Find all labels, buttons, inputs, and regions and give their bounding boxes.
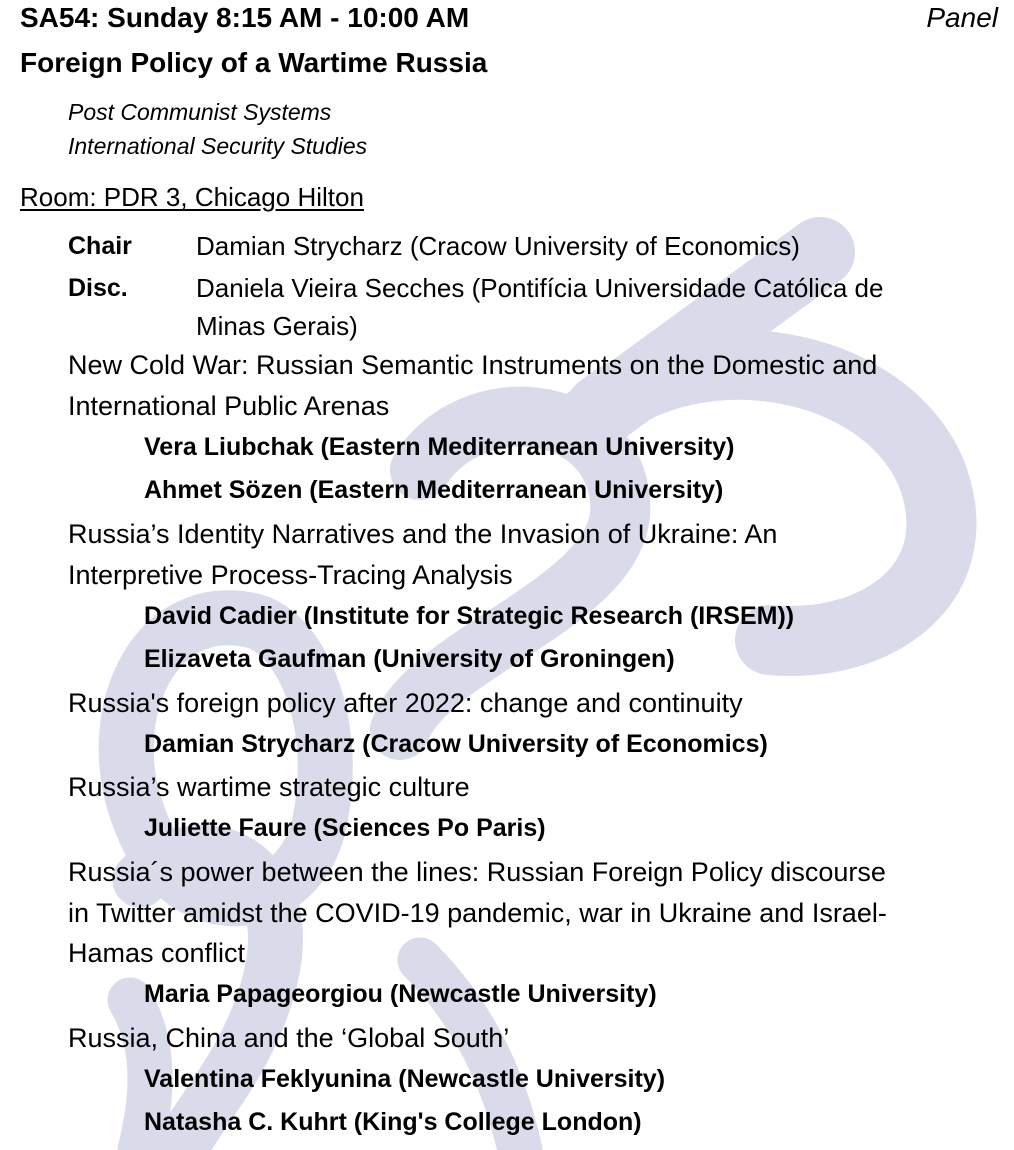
session-title: Foreign Policy of a Wartime Russia <box>20 47 488 78</box>
paper-author: Valentina Feklyunina (Newcastle University) <box>144 1065 666 1093</box>
paper-title: Russia, China and the ‘Global South’ <box>68 1023 510 1053</box>
paper-author: Elizaveta Gaufman (University of Groningen) <box>144 645 675 673</box>
discussant-label: Disc. <box>68 274 128 302</box>
section-topic: Post Communist Systems <box>68 99 332 125</box>
paper-title: International Public Arenas <box>68 391 390 421</box>
paper-author: Juliette Faure (Sciences Po Paris) <box>144 814 546 842</box>
room-location: Room: PDR 3, Chicago Hilton <box>20 182 364 212</box>
paper-title: Russia's foreign policy after 2022: change and continuity <box>68 688 743 718</box>
paper-title: in Twitter amidst the COVID-19 pandemic, war in Ukraine and Israel- <box>68 898 887 928</box>
paper-author: Vera Liubchak (Eastern Mediterranean University) <box>144 433 735 461</box>
section-topic: International Security Studies <box>68 133 368 159</box>
paper-title: Interpretive Process-Tracing Analysis <box>68 560 513 590</box>
paper-author: Ahmet Sözen (Eastern Mediterranean University) <box>144 476 724 504</box>
chair-label: Chair <box>68 232 132 260</box>
discussant-name: Minas Gerais) <box>196 311 358 341</box>
paper-author: Damian Strycharz (Cracow University of Economics) <box>144 730 768 758</box>
chair-name: Damian Strycharz (Cracow University of Economics) <box>196 231 800 261</box>
paper-title: Russia´s power between the lines: Russian Foreign Policy discourse <box>68 857 886 887</box>
paper-title: Russia’s Identity Narratives and the Invasion of Ukraine: An <box>68 519 778 549</box>
session-type: Panel <box>926 2 998 33</box>
discussant-name: Daniela Vieira Secches (Pontifícia Universidade Católica de <box>196 273 884 303</box>
paper-author: Maria Papageorgiou (Newcastle University) <box>144 980 657 1008</box>
paper-author: Natasha C. Kuhrt (King's College London) <box>144 1108 642 1136</box>
paper-title: New Cold War: Russian Semantic Instruments on the Domestic and <box>68 350 878 380</box>
session-code-time: SA54: Sunday 8:15 AM - 10:00 AM <box>20 2 470 33</box>
paper-title: Russia’s wartime strategic culture <box>68 772 470 802</box>
paper-author: David Cadier (Institute for Strategic Research (IRSEM)) <box>144 602 795 630</box>
paper-title: Hamas conflict <box>68 938 246 968</box>
